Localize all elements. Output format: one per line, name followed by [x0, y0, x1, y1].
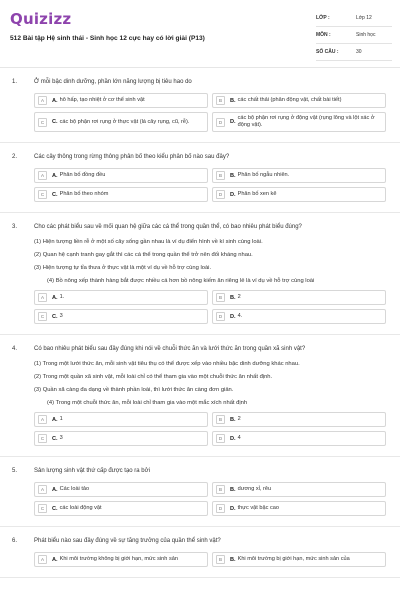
question-number: 3.	[12, 224, 18, 230]
option-text: Khi môi trường bị giới hạn, mức sinh sản của	[237, 556, 350, 562]
meta-value: Sinh học	[356, 32, 376, 38]
question-block	[0, 527, 400, 578]
question-text: Ở mỗi bậc dinh dưỡng, phần lớn năng lượng bị tiêu hao do	[34, 79, 192, 85]
question-text: Sản lượng sinh vật thứ cấp được tạo ra bởi	[34, 468, 150, 474]
option-text: 1.	[59, 294, 65, 300]
option-letter-box: B	[216, 555, 225, 564]
option-key: C.	[52, 313, 58, 320]
option-key: C.	[52, 505, 58, 512]
answer-option[interactable]	[34, 290, 208, 305]
answer-option[interactable]	[212, 552, 386, 567]
answer-option[interactable]	[34, 112, 208, 132]
answer-option[interactable]	[212, 93, 386, 108]
option-text: Khi môi trường không bị giới hạn, mức sinh sản	[59, 556, 178, 562]
quizizz-logo: Quizizz	[10, 10, 72, 28]
question-block	[0, 213, 400, 335]
option-key: A.	[52, 556, 58, 563]
option-text: 1	[59, 416, 63, 422]
question-number: 2.	[12, 154, 18, 160]
answer-option[interactable]	[212, 112, 386, 132]
question-number: 6.	[12, 538, 18, 544]
answer-option[interactable]	[212, 501, 386, 516]
question-statement: (2) Quan hệ cạnh tranh gay gắt thì các cá thể trong quần thể trở nên đối kháng nhau.	[34, 252, 253, 258]
answer-option[interactable]	[34, 412, 208, 427]
question-text: Phát biểu nào sau đây đúng về sự tăng trưởng của quần thể sinh vật?	[34, 538, 221, 544]
option-letter-box: A	[38, 171, 47, 180]
meta-row-class	[316, 10, 392, 27]
option-key: B.	[230, 294, 236, 301]
option-letter-box: D	[216, 118, 225, 127]
answer-options	[34, 93, 386, 132]
option-text: dương xỉ, rêu	[237, 486, 272, 492]
option-letter-box: B	[216, 293, 225, 302]
option-key: A.	[52, 294, 58, 301]
option-text: Phân bố xen kẽ	[237, 191, 277, 197]
option-key: B.	[230, 416, 236, 423]
question-statement: (4) Bồ nông xếp thành hàng bắt được nhiều cá hơn bồ nông kiếm ăn riêng lẻ là ví dụ về hỗ trợ cùng loài	[47, 278, 315, 284]
option-key: A.	[52, 172, 58, 179]
option-letter-box: C	[38, 190, 47, 199]
answer-option[interactable]	[34, 187, 208, 202]
answer-option[interactable]	[34, 552, 208, 567]
question-statement: (3) Quần xã càng đa dạng về thành phần loài, thì lưới thức ăn càng đơn giản.	[34, 387, 234, 393]
answer-option[interactable]	[212, 290, 386, 305]
answer-option[interactable]	[212, 482, 386, 497]
option-letter-box: C	[38, 504, 47, 513]
option-key: D.	[230, 435, 236, 442]
question-statement: (3) Hiện tượng tự tỉa thưa ở thực vật là một ví dụ về hỗ trợ cùng loài.	[34, 265, 212, 271]
option-text: các bộ phận rơi rụng ở thực vật (lá cây rụng, cũ, rễ).	[59, 118, 190, 125]
option-text: thực vật bậc cao	[237, 505, 279, 511]
answer-option[interactable]	[34, 501, 208, 516]
option-letter-box: A	[38, 415, 47, 424]
answer-option[interactable]	[34, 93, 208, 108]
option-letter-box: D	[216, 312, 225, 321]
question-number: 5.	[12, 468, 18, 474]
option-key: D.	[230, 191, 236, 198]
question-list	[0, 68, 400, 578]
option-text: Phân bố theo nhóm	[59, 191, 109, 197]
answer-options	[34, 482, 386, 516]
meta-label: SỐ CÂU :	[316, 49, 339, 55]
option-text: Các loài tảo	[59, 486, 90, 492]
question-statement: (1) Trong một lưới thức ăn, mỗi sinh vật tiêu thụ có thể được xếp vào nhiều bậc dinh dưỡng khác nhau.	[34, 361, 300, 367]
question-text: Cho các phát biểu sau về mối quan hệ giữa các cá thể trong quần thể, có bao nhiêu phát biểu đúng?	[34, 224, 302, 230]
worksheet-title: 512 Bài tập Hệ sinh thái - Sinh học 12 cực hay có lời giải (P13)	[10, 35, 205, 42]
answer-option[interactable]	[212, 168, 386, 183]
option-key: C.	[52, 435, 58, 442]
meta-row-question-count	[316, 44, 392, 61]
question-statement: (1) Hiện tượng liền rễ ở một số cây sống gần nhau là ví dụ điển hình về kí sinh cùng loài.	[34, 239, 263, 245]
option-key: C.	[52, 191, 58, 198]
option-letter-box: C	[38, 118, 47, 127]
option-text: 3	[59, 435, 63, 441]
answer-option[interactable]	[212, 412, 386, 427]
option-letter-box: C	[38, 434, 47, 443]
meta-value: Lớp 12	[356, 15, 372, 21]
meta-label: LỚP :	[316, 15, 330, 21]
answer-options	[34, 290, 386, 324]
option-text: 2	[237, 294, 241, 300]
option-key: A.	[52, 486, 58, 493]
option-text: hô hấp, tạo nhiệt ở cơ thể sinh vật	[59, 97, 145, 103]
option-letter-box: D	[216, 190, 225, 199]
option-letter-box: C	[38, 312, 47, 321]
question-block	[0, 68, 400, 143]
worksheet-header	[0, 0, 400, 68]
option-letter-box: D	[216, 504, 225, 513]
option-key: B.	[230, 486, 236, 493]
meta-value: 30	[356, 49, 362, 55]
option-letter-box: A	[38, 485, 47, 494]
option-letter-box: B	[216, 171, 225, 180]
option-key: D.	[230, 505, 236, 512]
question-block	[0, 143, 400, 213]
answer-option[interactable]	[34, 168, 208, 183]
option-letter-box: B	[216, 96, 225, 105]
answer-option[interactable]	[34, 431, 208, 446]
option-text: Phân bố đồng đều	[59, 172, 106, 178]
question-text: Có bao nhiêu phát biểu sau đây đúng khi nói về chuỗi thức ăn và lưới thức ăn trong quần xã sinh vật?	[34, 346, 306, 352]
option-text: các bộ phận rơi rụng ở động vật (rụng lông và lột xác ở động vật).	[237, 115, 375, 128]
option-key: C.	[52, 119, 58, 125]
option-text: 4.	[237, 313, 243, 319]
option-text: các loài động vật	[59, 505, 102, 511]
option-letter-box: B	[216, 415, 225, 424]
option-key: D.	[230, 119, 236, 125]
option-key: B.	[230, 172, 236, 179]
worksheet-meta	[316, 10, 392, 61]
answer-option[interactable]	[34, 309, 208, 324]
question-number: 4.	[12, 346, 18, 352]
question-statement: (4) Trong một chuỗi thức ăn, mỗi loài chỉ tham gia vào một mắc xích nhất định	[47, 400, 248, 406]
question-number: 1.	[12, 79, 18, 85]
option-letter-box: D	[216, 434, 225, 443]
option-letter-box: A	[38, 555, 47, 564]
question-block	[0, 457, 400, 527]
option-letter-box: A	[38, 96, 47, 105]
option-text: 2	[237, 416, 241, 422]
answer-option[interactable]	[212, 187, 386, 202]
meta-row-subject	[316, 27, 392, 44]
option-key: B.	[230, 556, 236, 563]
option-key: A.	[52, 97, 58, 104]
option-letter-box: A	[38, 293, 47, 302]
answer-options	[34, 168, 386, 202]
answer-options	[34, 412, 386, 446]
option-text: 3	[59, 313, 63, 319]
question-text: Các cây thông trong rừng thông phân bố theo kiểu phân bố nào sau đây?	[34, 154, 230, 160]
option-key: D.	[230, 313, 236, 320]
meta-label: MÔN :	[316, 32, 331, 38]
answer-option[interactable]	[212, 431, 386, 446]
option-text: Phân bố ngẫu nhiên.	[237, 172, 290, 178]
option-key: B.	[230, 97, 236, 104]
answer-option[interactable]	[212, 309, 386, 324]
option-letter-box: B	[216, 485, 225, 494]
option-text: các chất thải (phân động vật, chất bài tiết)	[237, 97, 342, 103]
question-block	[0, 335, 400, 457]
question-statement: (2) Trong một quần xã sinh vật, mỗi loài chỉ có thể tham gia vào một chuỗi thức ăn nhất định.	[34, 374, 273, 380]
answer-option[interactable]	[34, 482, 208, 497]
answer-options	[34, 552, 386, 567]
option-key: A.	[52, 416, 58, 423]
option-text: 4	[237, 435, 241, 441]
